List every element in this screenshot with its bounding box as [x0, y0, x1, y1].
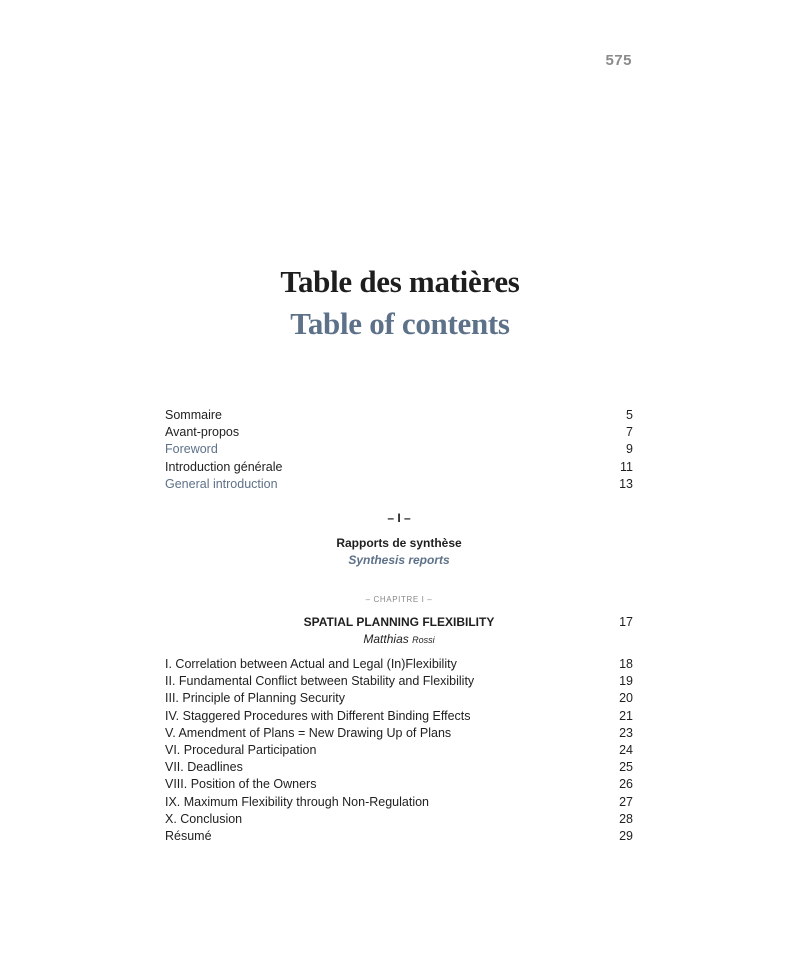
toc-section-6[interactable]: [165, 742, 633, 759]
toc-entry-page: 11: [620, 459, 633, 474]
toc-section-9[interactable]: [165, 794, 633, 811]
toc-entry-label: Introduction générale: [165, 459, 283, 474]
chapter-label: – CHAPITRE I –: [365, 595, 433, 604]
part-title-english[interactable]: Synthesis reports: [348, 553, 450, 567]
part-title-french[interactable]: Rapports de synthèse: [336, 536, 462, 550]
author-first-name: Matthias: [363, 632, 413, 646]
toc-section-label: I. Correlation between Actual and Legal (In)Flexibility: [165, 657, 457, 671]
toc-entry-avant-propos[interactable]: [165, 424, 633, 441]
front-matter-list: [165, 407, 633, 493]
toc-section-label: IX. Maximum Flexibility through Non-Regulation: [165, 794, 429, 809]
toc-entry-label: Avant-propos: [165, 425, 240, 440]
toc-section-label: Résumé: [165, 828, 212, 843]
toc-entry-page: 7: [626, 425, 633, 440]
page-title-french: Table des matières: [280, 264, 520, 299]
part-titles: [165, 535, 633, 569]
toc-section-page: 27: [619, 794, 633, 809]
toc-section-7[interactable]: [165, 759, 633, 776]
toc-entry-sommaire[interactable]: [165, 407, 633, 424]
toc-section-page: 18: [619, 657, 633, 671]
toc-section-page: 23: [619, 725, 633, 740]
toc-section-10[interactable]: [165, 811, 633, 828]
toc-entry-label: Foreword: [165, 442, 218, 457]
toc-entry-page: 9: [626, 442, 633, 457]
toc-section-label: X. Conclusion: [165, 811, 243, 826]
toc-section-5[interactable]: [165, 725, 633, 742]
toc-entry-label: General introduction: [165, 476, 278, 491]
toc-section-8[interactable]: [165, 776, 633, 793]
toc-entry-label: Sommaire: [165, 408, 222, 422]
part-number: – I –: [387, 511, 411, 525]
toc-entry-foreword[interactable]: [165, 441, 633, 458]
chapter-title-row[interactable]: [165, 613, 633, 631]
toc-section-label: VII. Deadlines: [165, 760, 243, 775]
toc-entry-introduction-generale[interactable]: [165, 459, 633, 476]
toc-section-page: 20: [619, 691, 633, 706]
chapter-author: [165, 631, 633, 648]
toc-section-1[interactable]: [165, 656, 633, 673]
author-last-name: Rossi: [412, 635, 435, 645]
part-heading: [165, 510, 633, 526]
chapter-title: SPATIAL PLANNING FLEXIBILITY: [303, 615, 495, 629]
toc-section-2[interactable]: [165, 673, 633, 690]
toc-section-page: 19: [619, 674, 633, 689]
toc-section-page: 25: [619, 760, 633, 775]
title-block: [0, 262, 800, 346]
toc-entry-page: 13: [619, 476, 633, 491]
toc-section-label: III. Principle of Planning Security: [165, 691, 345, 706]
toc-section-4[interactable]: [165, 708, 633, 725]
toc-section-page: 29: [619, 828, 633, 843]
toc-section-page: 21: [619, 708, 633, 723]
toc-entry-general-introduction[interactable]: [165, 476, 633, 493]
toc-section-page: 26: [619, 777, 633, 792]
chapter-page: 17: [619, 615, 633, 629]
toc-section-label: II. Fundamental Conflict between Stability and Flexibility: [165, 674, 475, 689]
toc-section-page: 28: [619, 811, 633, 826]
chapter-heading: [165, 594, 633, 606]
toc-entry-page: 5: [626, 408, 633, 422]
toc-section-label: V. Amendment of Plans = New Drawing Up of Plans: [165, 725, 452, 740]
chapter-sections-list: [165, 656, 633, 845]
chapter-entry[interactable]: [165, 613, 633, 648]
toc-section-label: VIII. Position of the Owners: [165, 777, 317, 792]
page-title-english: Table of contents: [290, 306, 510, 341]
toc-section-resume[interactable]: [165, 828, 633, 845]
page-number: 575: [605, 52, 632, 69]
toc-section-3[interactable]: [165, 690, 633, 707]
toc-section-page: 24: [619, 742, 633, 757]
toc-section-label: IV. Staggered Procedures with Different Binding Effects: [165, 708, 471, 723]
toc-section-label: VI. Procedural Participation: [165, 742, 317, 757]
